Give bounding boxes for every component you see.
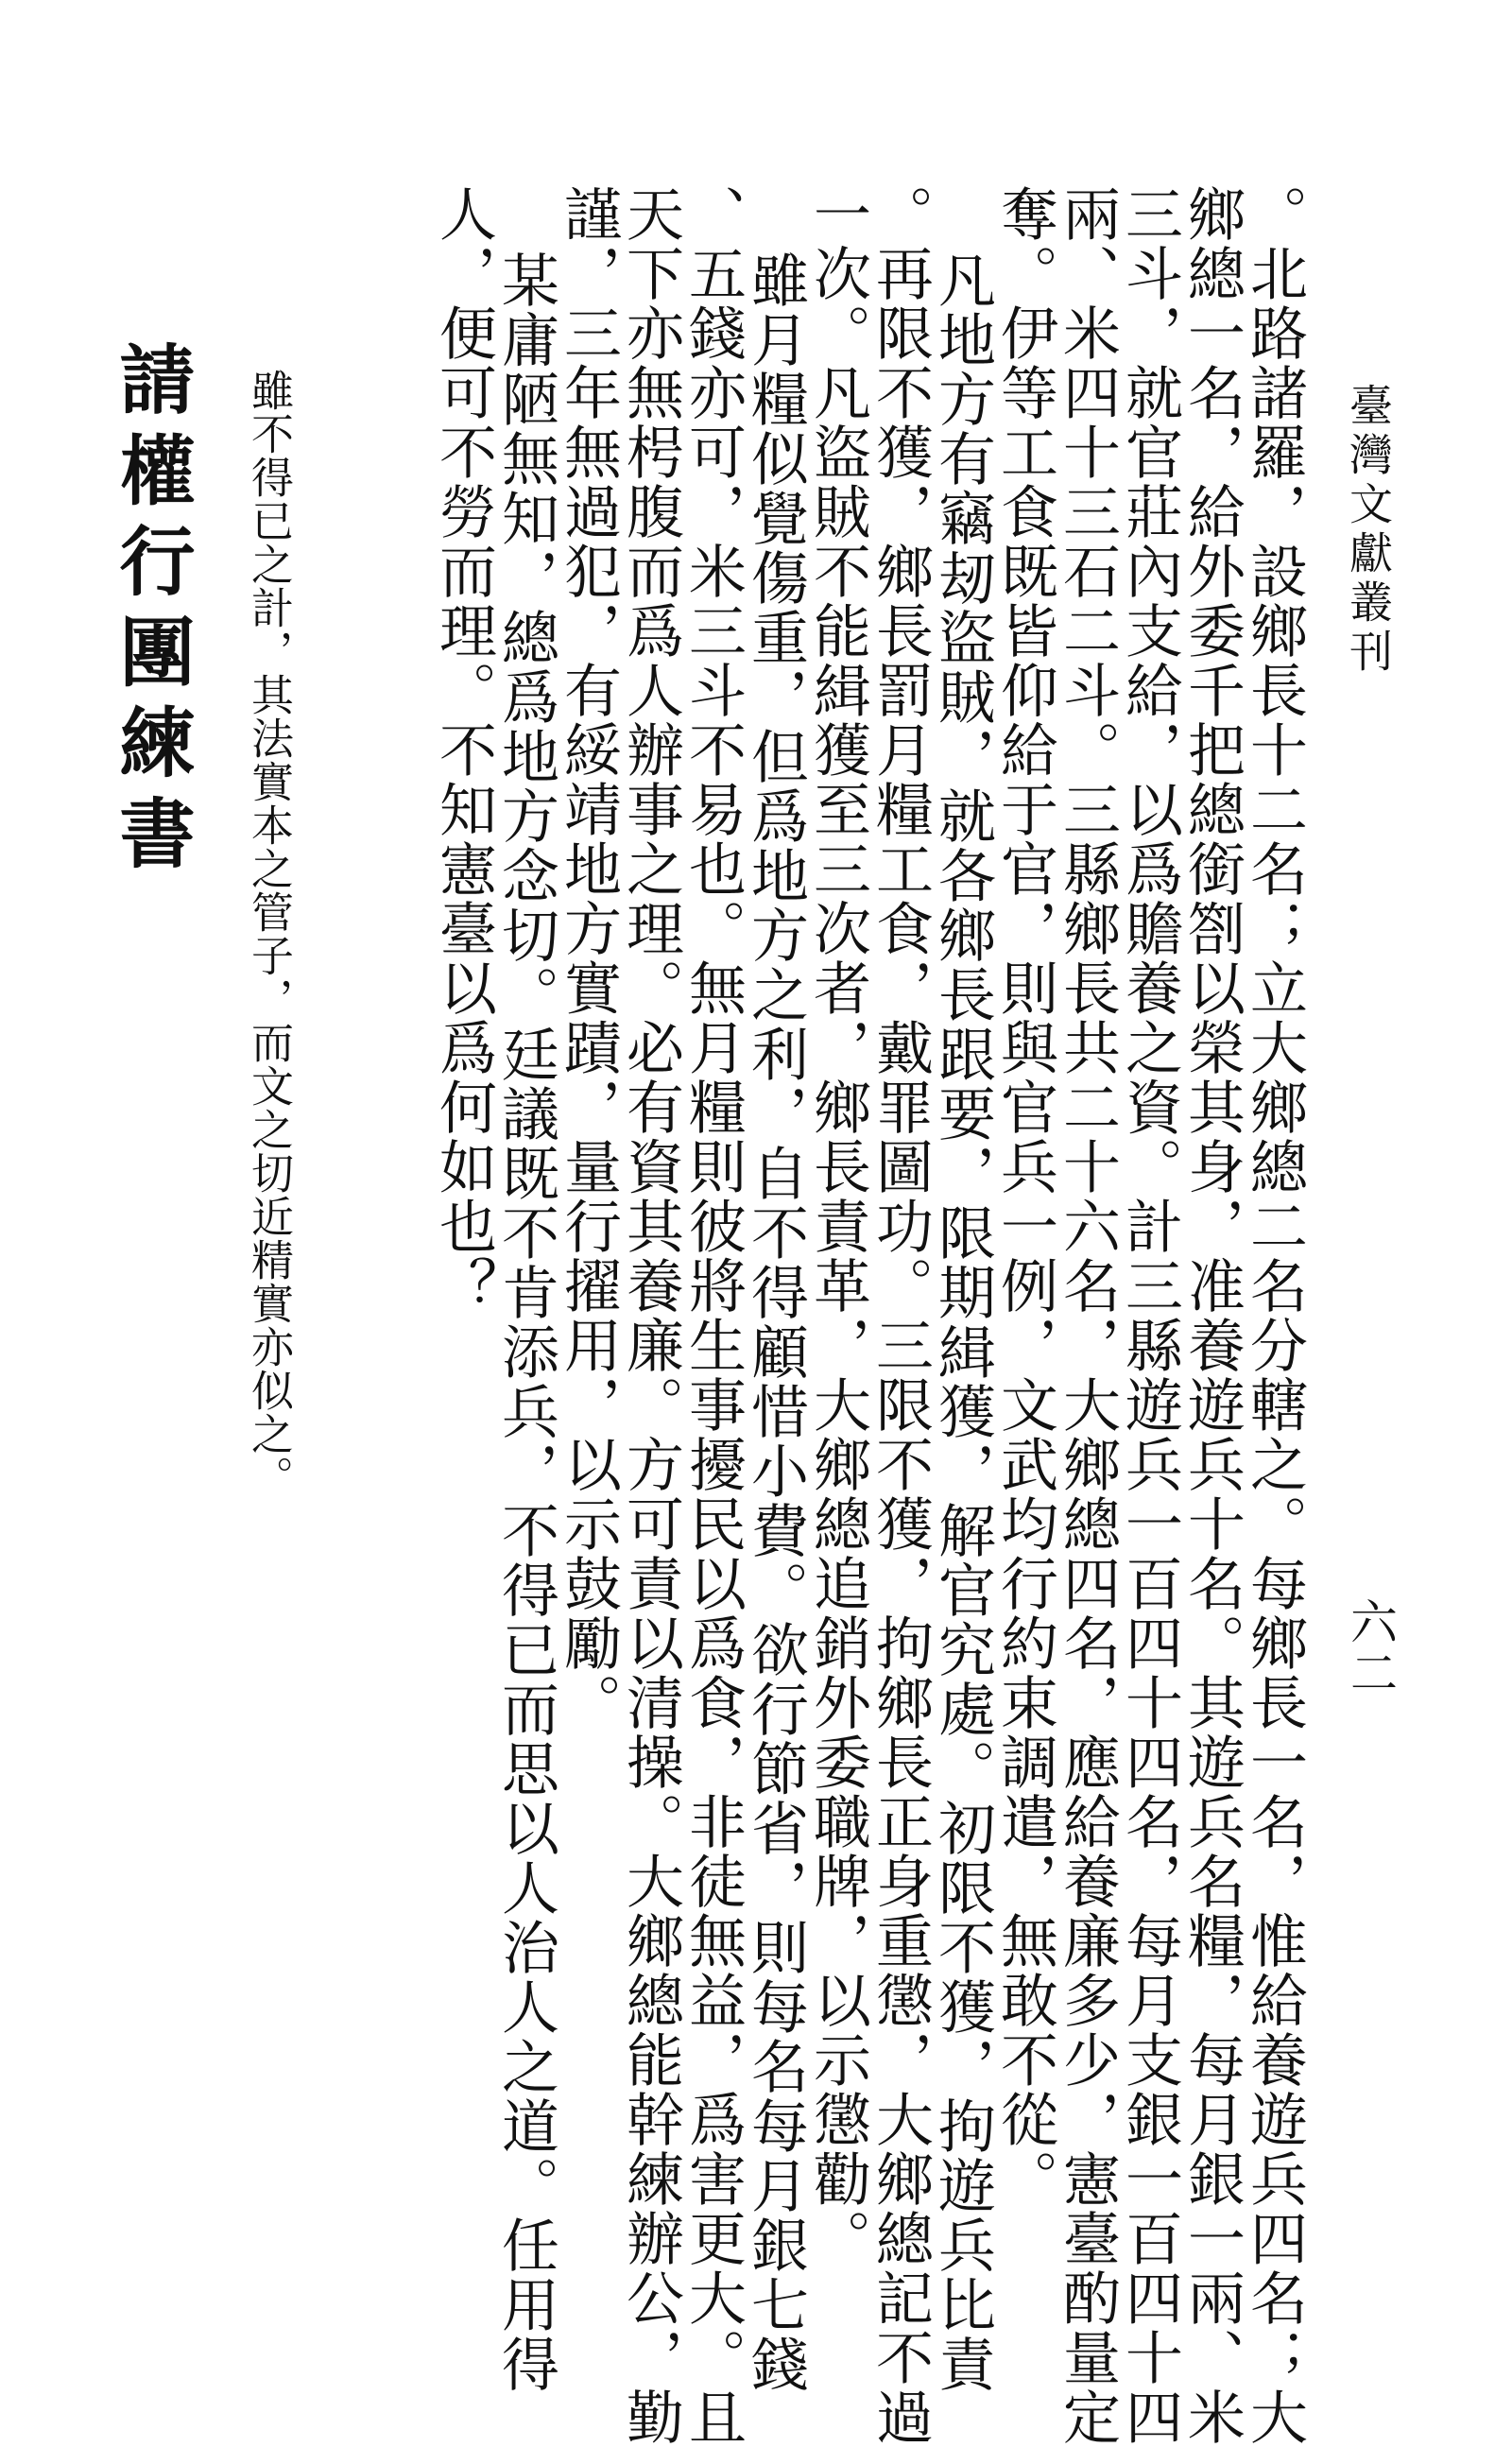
text-column: 、五錢亦可，米三斗不易也。無月糧則彼將生事擾民以爲食，非徒無益，爲害更大。且 bbox=[679, 184, 747, 2447]
page-number: 六二 bbox=[1343, 1597, 1398, 1699]
text-column: 一次。凡盜賊不能緝獲至三次者，鄉長責革，大鄉總追銷外委職牌，以示懲勸。 bbox=[804, 184, 871, 2268]
text-column: 謹，三年無過犯，有綏靖地方實蹟，量行擢用，以示鼓勵。 bbox=[555, 184, 622, 1732]
section-title: 請權行團練書 bbox=[107, 340, 196, 885]
text-column: 奪。伊等工食既皆仰給于官，則與官兵一例，文武均行約束調遣，無敢不從。 bbox=[991, 184, 1058, 2209]
text-column: 鄉總一名，給外委千把總銜劄以榮其身，准養遊兵十名。其遊兵名糧，每月銀一兩、米 bbox=[1178, 184, 1246, 2447]
text-column: 天下亦無枵腹而爲人辦事之理。必有資其養廉。方可責以清操。大鄉總能幹練辦公，勤 bbox=[617, 184, 684, 2447]
text-column: 三斗，就官莊內支給，以爲贍養之資。計三縣遊兵一百四十四名，每月支銀一百四十四 bbox=[1116, 184, 1183, 2447]
running-head: 臺灣文獻叢刊 bbox=[1343, 383, 1394, 678]
text-column: 。北路諸羅，設鄉長十二名；立大鄉總二名分轄之。每鄉長一名，惟給養遊兵四名；大 bbox=[1241, 184, 1308, 2447]
commentary-note: 雖不得已之計，其法實本之管子，而文之切近精實亦似之。 bbox=[244, 369, 294, 1499]
text-column: 。再限不獲，鄉長罰月糧工食，戴罪圖功。三限不獲，拘鄉長正身重懲，大鄉總記不過 bbox=[867, 184, 934, 2447]
text-column: 人，便可不勞而理。不知憲臺以爲何如也？ bbox=[430, 184, 497, 1316]
text-column: 某庸陋無知，總爲地方念切。廷議既不肯添兵，不得已而思以人治人之道。任用得 bbox=[492, 250, 559, 2394]
text-column: 兩、米四十三石二斗。三縣鄉長共二十六名，大鄉總四名，應給養廉多少，憲臺酌量定 bbox=[1054, 184, 1121, 2447]
text-column: 雖月糧似覺傷重，但爲地方之利，自不得顧惜小費。欲行節省，則每名每月銀七錢 bbox=[742, 250, 809, 2394]
text-column: 凡地方有竊刼盜賊，就各鄉長跟要，限期緝獲，解官究處。初限不獲，拘遊兵比責 bbox=[929, 250, 996, 2394]
